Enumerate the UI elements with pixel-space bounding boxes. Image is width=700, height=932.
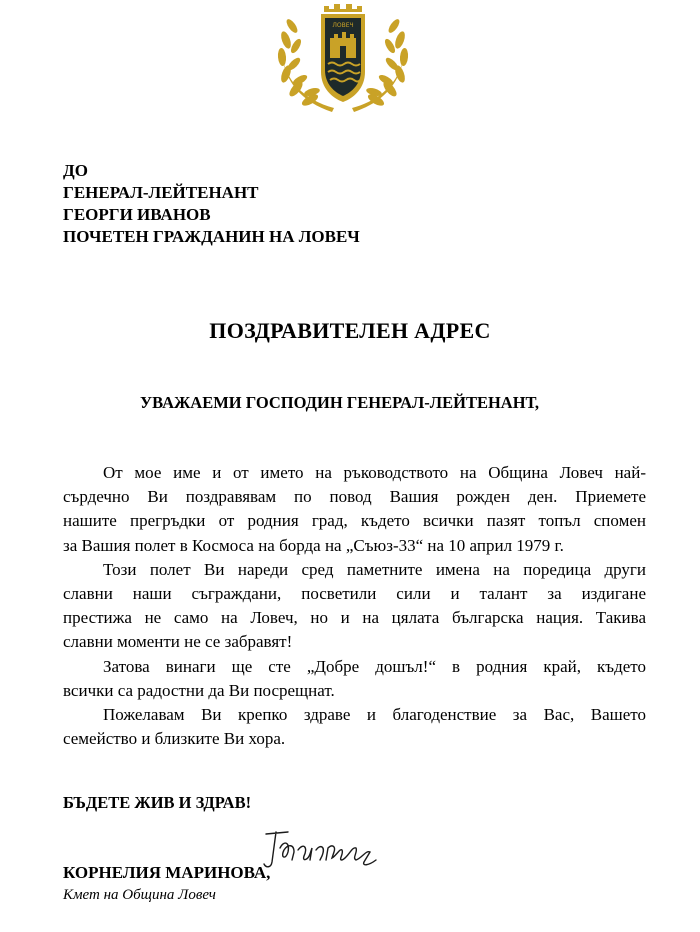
paragraph-line: [63, 679, 646, 703]
recipient-honor: ПОЧЕТЕН ГРАЖДАНИН НА ЛОВЕЧ: [63, 227, 360, 246]
paragraph-line: [63, 558, 646, 582]
paragraph-line: [63, 485, 646, 509]
paragraph-line: [63, 534, 646, 558]
paragraph-line: [63, 582, 646, 606]
paragraph-line: [63, 461, 646, 485]
paragraph-line: [63, 727, 646, 751]
paragraph-line-text: семейство и близките Ви хора.: [63, 729, 286, 749]
paragraph-line: [63, 509, 646, 533]
handwritten-signature: [258, 826, 388, 874]
paragraph-1: [63, 461, 646, 558]
paragraph-line: [63, 703, 646, 727]
paragraph-line: [63, 606, 646, 630]
paragraph-4: [63, 703, 646, 751]
paragraph-line: [63, 630, 646, 654]
lovech-coat-of-arms-icon: [272, 2, 414, 118]
paragraph-line-text: за Вашия полет в Космоса на борда на „Съюз-33“ на 10 април 1979 г.: [63, 535, 564, 555]
paragraph-line-text: нашите прегръдки от родния град, където всички пазят топъл спомен: [63, 511, 646, 531]
salutation: УВАЖАЕМИ ГОСПОДИН ГЕНЕРАЛ-ЛЕЙТЕНАНТ,: [140, 393, 540, 412]
recipient-block: [63, 160, 360, 248]
document-title: ПОЗДРАВИТЕЛЕН АДРЕС: [209, 318, 491, 343]
paragraph-3: [63, 655, 646, 703]
recipient-line-to: ДО: [63, 161, 88, 180]
paragraph-line-text: всички са радостни да Ви посрещнат.: [63, 680, 335, 700]
signer-name: КОРНЕЛИЯ МАРИНОВА,: [63, 863, 271, 882]
recipient-rank: ГЕНЕРАЛ-ЛЕЙТЕНАНТ: [63, 183, 259, 202]
paragraph-line-text: Този полет Ви нареди сред паметните имена на поредица други: [103, 559, 646, 579]
paragraph-line: [63, 655, 646, 679]
paragraph-2: [63, 558, 646, 655]
recipient-name: ГЕОРГИ ИВАНОВ: [63, 205, 211, 224]
paragraph-line-text: славни наши съграждани, посветили сили и талант за издигане: [63, 584, 646, 604]
paragraph-line-text: славни моменти не се забравят!: [63, 632, 293, 652]
paragraph-line-text: От мое име и от името на ръководството на Община Ловеч най-: [103, 463, 646, 482]
paragraph-line-text: Пожелавам Ви крепко здраве и благоденствие за Вас, Вашето: [103, 705, 646, 725]
paragraph-line-text: престижа не само на Ловеч, но и на цялата българска нация. Такива: [63, 608, 646, 628]
letter-body: [63, 461, 646, 751]
signer-role: Кмет на Община Ловеч: [63, 887, 216, 903]
paragraph-line-text: сърдечно Ви поздравявам по повод Вашия рожден ден. Приемете: [63, 487, 646, 507]
svg-text:ЛОВЕЧ: ЛОВЕЧ: [332, 22, 354, 29]
closing-wish: БЪДЕТЕ ЖИВ И ЗДРАВ!: [63, 793, 252, 812]
paragraph-line-text: Затова винаги ще сте „Добре дошъл!“ в родния край, където: [103, 656, 646, 676]
